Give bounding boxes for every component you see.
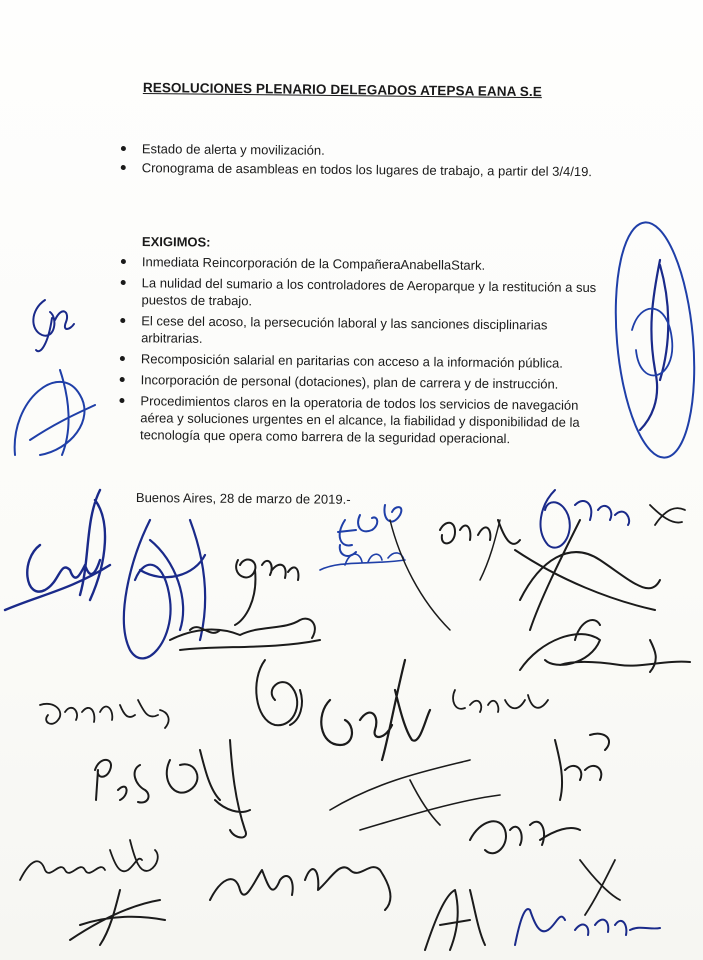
signature [425, 890, 485, 950]
resolutions-list [118, 140, 596, 182]
resolution-item: Cronograma de asambleas en todos los lugares de trabajo, a partir del 3/4/19. [118, 159, 596, 180]
signature [167, 740, 250, 838]
signature [20, 840, 158, 880]
place-date: Buenos Aires, 28 de marzo de 2019.- [135, 490, 351, 507]
signature [33, 300, 74, 351]
document-title: RESOLUCIONES PLENARIO DELEGADOS ATEPSA EANA S.E [142, 80, 542, 100]
demand-item: Inmediata Reincorporación de la CompañeraAnabellaStark. [118, 253, 606, 275]
signature [470, 821, 620, 915]
signature [321, 660, 430, 760]
demand-item: Recomposición salarial en paritarias con acceso a la información pública. [117, 350, 605, 372]
signature [95, 760, 149, 803]
signature [607, 219, 703, 461]
signature [70, 890, 165, 945]
signature [170, 619, 320, 650]
signature [330, 760, 500, 830]
signature [235, 560, 298, 625]
demand-item: La nulidad del sumario a los controladores de Aeroparque y la restitución a sus puestos de trabajo. [117, 274, 605, 313]
signature [520, 620, 690, 672]
demands-heading: EXIGIMOS: [141, 234, 211, 250]
signature [124, 520, 205, 658]
signature [555, 734, 609, 800]
signature [5, 490, 110, 610]
demand-item: Procedimientos claros en la operatoria de todos los servicios de navegación aérea y soluciones urgentes en el alcance, la fiabilidad y disponibilidad de la tecnología que opera como barrera de la seguridad operacional. [116, 392, 605, 448]
demands-list [116, 253, 606, 452]
signature [515, 490, 685, 630]
resolution-item: Estado de alerta y movilización. [118, 140, 596, 161]
signature [320, 505, 405, 570]
demand-item: El cese del acoso, la persecución laboral y las sanciones disciplinarias arbitrarias. [117, 312, 605, 351]
signature [390, 520, 520, 630]
signature [210, 867, 390, 910]
signature [515, 909, 660, 945]
signature [453, 690, 548, 712]
demand-item: Incorporación de personal (dotaciones), plan de carrera y de instrucción. [117, 371, 605, 393]
signature [256, 660, 302, 725]
signature [15, 370, 95, 455]
signature [40, 700, 169, 728]
